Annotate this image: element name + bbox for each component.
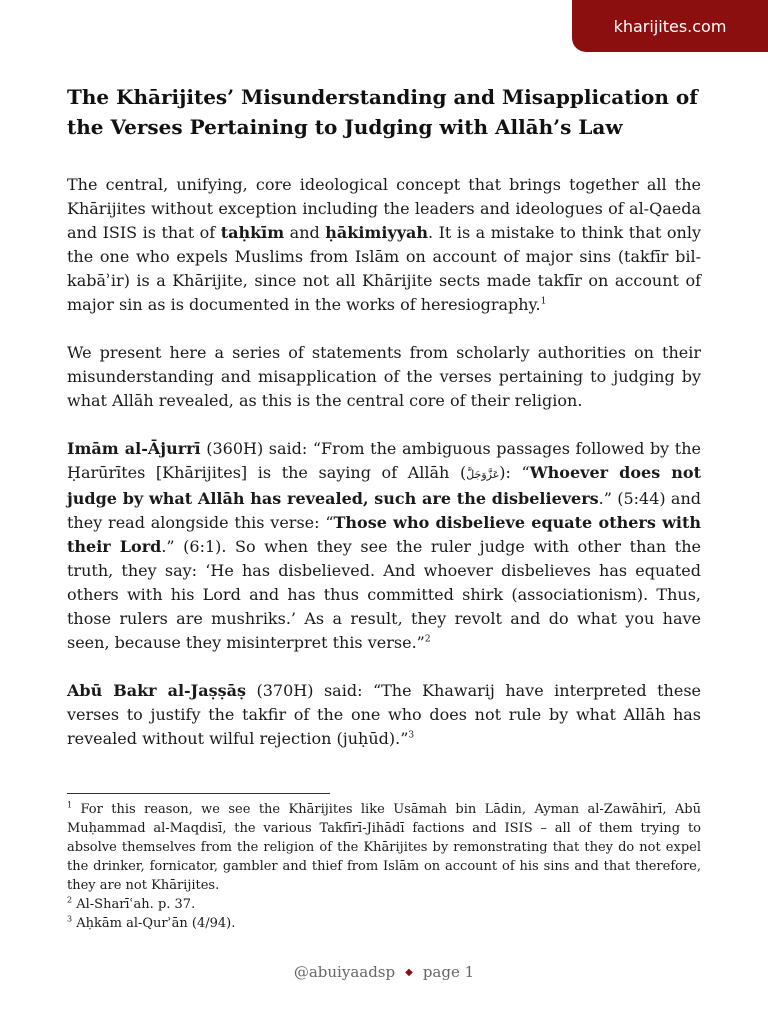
term-hakimiyyah: ḥākimiyyah (325, 223, 429, 242)
ajurri-text-c: .” (5:44) and they read alongside this verse: “ (67, 489, 702, 532)
footnote-ref-2[interactable]: 2 (424, 634, 431, 645)
jassas-quote-paragraph (67, 679, 701, 751)
statements-intro-paragraph: We present here a series of statements from scholarly authorities on their misunderstanding and misapplication of the verses pertaining to judging by what Allāh revealed, as this is the central core of their religion. (67, 343, 701, 410)
term-tahkim: taḥkīm (220, 223, 285, 242)
footnotes-section (67, 800, 701, 933)
ajurri-quote-paragraph (67, 437, 701, 655)
verse-5-44: Whoever does not judge by what Allāh has revealed, such are the disbelievers (67, 463, 701, 508)
footnote-text: Al-Sharīʿah. p. 37. (72, 897, 196, 912)
footnote-ref-1[interactable]: 1 (540, 296, 547, 307)
verse-6-1: Those who disbelieve equate others with their Lord (67, 513, 701, 556)
footnote-2 (67, 895, 701, 914)
intro-connector: and (284, 223, 326, 242)
ajurri-text-a: (360H) said: “From the ambiguous passages followed by the Ḥarūrītes [Khārijites] is the saying of Allāh ( (67, 439, 701, 482)
intro-text-continued: . It is a mistake to think that only the one who expels Muslims from Islām on account of major sins (takfīr bil-kabāʾir) is a Khārijite, since not all Khārijite sects made takfīr on account of major sin as is documented in the works of heresiography. (67, 223, 702, 314)
page-title: The Khārijites’ Misunderstanding and Misapplication of the Verses Pertaining to Judging with Allāh’s Law (67, 85, 698, 139)
jassas-text: (370H) said: “The Khawarij have interpreted these verses to justify the takfir of the one who does not rule by what Allāh has revealed without wilful rejection (juḥūd).” (67, 681, 701, 748)
intro-text: The central, unifying, core ideological concept that brings together all the Khārijites without exception including the leaders and ideologues of al-Qaeda and ISIS is that of (67, 175, 701, 242)
author-handle: @abuiyaadsp (293, 963, 396, 981)
speaker-ajurri: Imām al-Ājurrī (67, 439, 201, 458)
intro-paragraph (67, 173, 701, 317)
footnote-text: For this reason, we see the Khārijites like Usāmah bin Lādin, Ayman al-Zawāhirī, Abū Muḥammad al-Maqdisī, the various Takfīrī-Jihādī factions and ISIS – all of them trying to absolve themselves from the religion of the Khārijites by remonstrating that they do not expel the drinker, fornicator, gambler and thief from Islām on account of his sins and that therefore, they are not Khārijites. (67, 802, 701, 893)
footnote-ref-3[interactable]: 3 (408, 730, 415, 741)
site-link[interactable] (572, 0, 768, 52)
footnote-number: 1 (67, 800, 73, 810)
speaker-jassas: Abū Bakr al-Jaṣṣāṣ (67, 681, 247, 700)
honorific-glyph: عَزَّوَجَلَّ (466, 468, 500, 481)
footnote-1 (67, 800, 701, 895)
site-link-label[interactable]: kharijites.com (613, 16, 727, 36)
ajurri-text-d: .” (6:1). So when they see the ruler judge with other than the truth, they say: ‘He has disbelieved. And whoever disbelieves has equated others with his Lord and has thus committed shirk (associationism). Thus, those rulers are mushriks.’ As a result, they revolt and do what you have seen, because they misinterpret this verse.” (67, 537, 701, 652)
footnote-divider (67, 793, 330, 794)
footnote-number: 3 (67, 914, 73, 924)
footnote-number: 2 (67, 895, 73, 905)
page-number: page 1 (422, 963, 475, 981)
page-footer (0, 963, 768, 981)
ajurri-text-b: ): “ (499, 463, 530, 482)
footnote-text: Aḥkām al-Qurʾān (4/94). (72, 916, 236, 931)
diamond-separator-icon: ◆ (405, 967, 413, 978)
footnote-3 (67, 914, 701, 933)
